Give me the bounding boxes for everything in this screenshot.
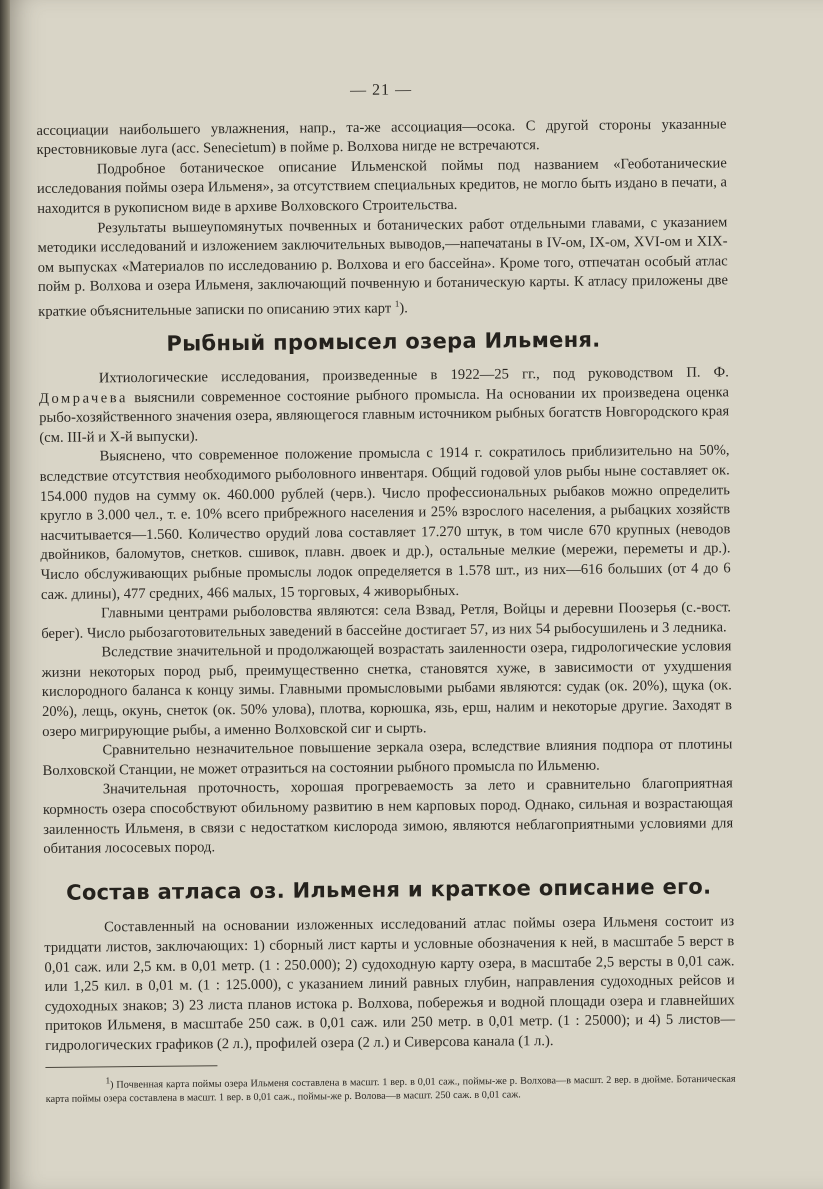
page-number: — 21 — bbox=[349, 81, 413, 99]
footnote: $^1$) Почвенная карта поймы озера Ильменя составлена в масшт. 1 вер. в 0,01 саж., поймы-же р. Волхова—в масшт. 2 вер. в дюйме. Ботаническая карта поймы озера составлена в масшт. 1 вер. в 0,01 саж., поймы-же р. Волова—в масшт. 250 саж. в 0,01 саж. bbox=[45, 1073, 736, 1105]
fishery-paragraph-3: Главными центрами рыболовства являются: села Взвад, Ретля, Войцы и деревни Поозерья (с.-вост. берег). Число рыбозаготовительных заведений в бассейне достигает 57, из них 54 рыбосушилень и 3 ледника. bbox=[41, 599, 732, 642]
section-title-fishery: Рыбный промысел озера Ильменя. bbox=[166, 327, 601, 357]
fishery-paragraph-2: Выяснено, что современное положение промысла с 1914 г. сократилось приблизительно на 50%, вследствие отсутствия необходимого рыболовного инвентаря. Общий годовой улов рыбы ныне составляет ок. 154.000 пудов на сумму ок. 460.000 рублей (черв.). Число профессиональных рыбаков можно определить кругло в 3.000 чел., т. е. 10% всего прибрежного населения и 25% взрослого населения, а рыбацких хозяйств насчитывается—1.560. Количество орудий лова составляет 17.270 штук, в том числе 670 крупных (неводов двойников, баломутов, снетков. сшивок, плавн. двоек и др.), остальные мелкие (мережи, переметы и др.). Число обслуживающих рыбные промыслы лодок определяется в 1.578 шт., из них—616 больших (от 4 до 6 саж. длины), 477 средних, 466 малых, 15 торговых, 4 живорыбных. bbox=[39, 442, 731, 603]
document-page bbox=[10, 0, 823, 1189]
intro-paragraph-2: Подробное ботаническое описание Ильменской поймы под названием «Геоботанические исследования поймы озера Ильменя», за отсутствием специальных кредитов, не могло быть издано в печати, а находится в рукописном виде в архиве Волховского Строительства. bbox=[36, 155, 728, 217]
page-content bbox=[36, 77, 736, 1107]
footnote-mark: 1 bbox=[105, 1074, 111, 1085]
section-title-atlas: Состав атласа оз. Ильменя и краткое описание его. bbox=[66, 874, 712, 905]
author-name-spaced: Домрачева bbox=[38, 389, 128, 407]
atlas-paragraph-1: Составленный на основании изложенных исследований атлас поймы озера Ильменя состоит из тридцати листов, заключающих: 1) сборный лист карты и условные обозначения к ней, в масштабе 5 верст в 0,01 саж. или 2,5 км. в 0,01 метр. (1 : 250.000); 2) судоходную карту озера, в масштабе 2,5 версты в 0,01 саж. или 1,25 кил. в 0,01 м. (1 : 125.000), с указанием линий равных глубин, направления судоходных рейсов и судоходных знаков; 3) 23 листа планов истока р. Волхова, побережья и водной площади озера и главнейших притоков Ильменя, в масштабе 250 саж. в 0,01 саж. или 250 метр. в 0,01 метр. (1 : 25000); и 4) 5 листов—гидрологических графиков (2 л.), профилей озера (2 л.) и Сиверсова канала (1 л.). bbox=[44, 913, 736, 1054]
footnote-divider bbox=[45, 1065, 217, 1068]
fishery-paragraph-1 bbox=[39, 363, 730, 448]
footnote-reference: 1 bbox=[394, 298, 400, 309]
fishery-p1-end: выяснили современное состояние рыбного промысла. На основании их произведена оценка рыбо-хозяйственного значения озера, являющегося главным источником рыбных богатств Новгородского края (см. III-й и X-й выпуски). bbox=[39, 383, 730, 446]
fishery-paragraph-4: Вследствие значительной и продолжающей возрастать заиленности озера, гидрологические условия жизни некоторых пород рыб, преимущественно снетка, становятся хуже, в зависимости от ухудшения кислородного баланса к концу зимы. Главными промысловыми рыбами являются: судак (ок. 20%), щука (ок. 20%), лещь, окунь, снеток (ок. 50% улова), плотва, корюшка, язь, ерш, налим и некоторые другие. Заходят в озеро мигрирующие рыбы, а именно Волховской сиг и сырть. bbox=[41, 638, 733, 740]
intro-paragraph-3-text: Результаты вышеупомянутых почвенных и ботанических работ отдельными главами, с указанием методики исследований и изложением заключительных выводов,—напечатаны в IV-ом, IX-ом, XVI-ом и XIX-ом выпусках «Материалов по исследованию р. Волхова и его бассейна». Кроме того, отпечатан особый атлас пойм р. Волхова и озера Ильменя, заключающий почвенную и ботаническую карты. К атласу приложены две краткие объяснительные записки по описанию этих карт bbox=[37, 213, 728, 320]
fishery-paragraph-6: Значительная проточность, хорошая прогреваемость за лето и сравнительно благоприятная кормность озера способствуют обильному развитию в нем карповых пород. Однако, сильная и возрастающая заиленность Ильменя, в связи с недостатком кислорода зимою, являются неблагоприятными условиями для обитания лососевых пород. bbox=[42, 775, 734, 858]
intro-paragraph-3 bbox=[37, 213, 728, 322]
intro-paragraph-1: ассоциации наибольшего увлажнения, напр., та-же ассоциация—осока. С другой стороны указанные крестовниковые луга (асс. Senecietum) в пойме р. Волхова нигде не встречаются. bbox=[36, 115, 727, 159]
closing-paren: ). bbox=[399, 300, 408, 317]
fishery-p1-start: Ихтиологические исследования, произведенные в 1922—25 гг., под руководством П. Ф. bbox=[98, 364, 729, 387]
fishery-paragraph-5: Сравнительно незначительное повышение зеркала озера, вследствие влияния подпора от плотины Волховской Станции, не может отразиться на состоянии рыбного промысла по Ильменю. bbox=[42, 736, 733, 779]
footnote-text: Почвенная карта поймы озера Ильменя составлена в масшт. 1 вер. в 0,01 саж., поймы-же р. Волхова—в масшт. 2 вер. в дюйме. Ботаническая карта поймы озера составлена в масшт. 1 вер. в 0,01 саж., поймы-же р. Волова—в масшт. 250 саж. в 0,01 саж. bbox=[45, 1073, 736, 1105]
